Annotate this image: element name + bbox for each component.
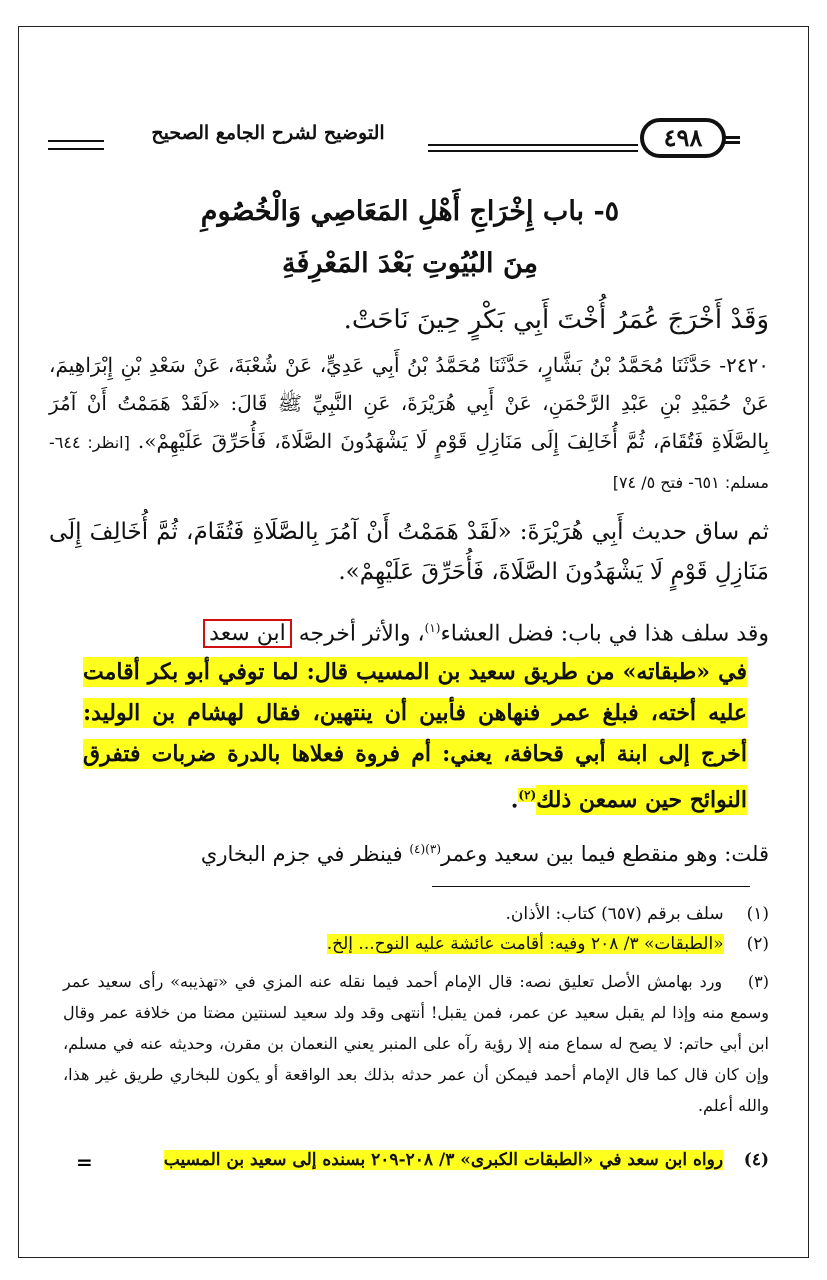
paragraph-athar-intro — [49, 608, 769, 654]
footnote-2-text: «الطبقات» ٣/ ٢٠٨ وفيه: أقامت عائشة عليه النوح... إلخ. — [326, 934, 724, 954]
paragraph-second-narration: ثم ساق حديث أَبِي هُرَيْرَةَ: «لَقَدْ هَمَمْتُ أَنْ آمُرَ بِالصَّلَاةِ فَتُقَامَ، ثُمَّ أُخَالِفَ إِلَى مَنَازِلِ قَوْمٍ لَا يَشْهَدُونَ الصَّلَاةَ، فَأُحَرِّقَ عَلَيْهِمْ». — [49, 519, 769, 585]
page-number: ٤٩٨ — [640, 118, 726, 158]
highlighted-athar-text: في «طبقاته» من طريق سعيد بن المسيب قال: لما توفي أبو بكر أقامت عليه أخته، فبلغ عمر فنهاهن فأبين أن ينتهين، فقال لهشام بن الوليد: أخرج إلى ابنة أبي قحافة، يعني: أم فروة فعلاها بالدرة ضربات فتفرق النوائح حين سمعن ذلك — [83, 659, 747, 814]
qult-text: قلت: وهو منقطع فيما بين سعيد وعمر — [441, 842, 769, 866]
footnote-1 — [63, 900, 769, 928]
footnote-3-text: ورد بهامش الأصل تعليق نصه: قال الإمام أحمد فيما نقله عنه المزي في «تهذيبه» رأى سعيد عمر وسمع منه وإذا لم يقبل سعيد عن عمر، فمن يقبل! أنتهى وقد ولد سعيد لسنتين مضتا من خلافة عمر وقال ابن أبي حاتم: لا يصح له سماع منه إلا رؤية رآه على المنبر يعني النعمان بن مقرن، وحديثه عنه في مسلم، وإن كان قال كما قال الإمام أحمد فيمكن أن عمر حدثه بذلك بعد الواقعة أو يكون للبخاري طريق غير هذا، والله أعلم. — [63, 972, 769, 1115]
hadith-2420 — [49, 346, 769, 502]
continuation-mark: = — [76, 1150, 93, 1174]
qult-end: فينظر في جزم البخاري — [200, 842, 410, 866]
footnote-ref-3-4[interactable]: (٣)(٤) — [409, 842, 442, 856]
footnote-2 — [63, 930, 769, 958]
footnote-1-number: (١) — [746, 904, 769, 924]
footnote-4-text: رواه ابن سعد في «الطبقات الكبرى» ٣/ ٢٠٨-٢٠٩ بسنده إلى سعيد بن المسيب — [163, 1150, 724, 1170]
chapter-quote: وَقَدْ أَخْرَجَ عُمَرُ أُخْتَ أَبِي بَكْرٍ حِينَ نَاحَتْ. — [343, 305, 769, 335]
footnote-ref-2[interactable]: (٢) — [518, 788, 537, 802]
athar-intro-text: وقد سلف هذا في باب: فضل العشاء — [440, 621, 769, 647]
footnote-1-text: سلف برقم (٦٥٧) كتاب: الأذان. — [505, 904, 724, 924]
footnote-4 — [63, 1146, 769, 1174]
header-rule-left — [48, 140, 104, 150]
footnote-3-number: (٣) — [747, 972, 769, 991]
footnote-2-number: (٢) — [746, 934, 769, 954]
footnote-separator — [432, 886, 750, 887]
footnote-4-number: (٤) — [743, 1150, 769, 1170]
paragraph-qult — [49, 830, 769, 873]
running-title: التوضيح لشرح الجامع الصحيح — [151, 122, 385, 144]
highlighted-athar — [83, 652, 747, 821]
footnote-3 — [63, 966, 769, 1121]
header-rule-right — [724, 136, 740, 144]
athar-end-punct: . — [510, 787, 519, 814]
athar-intro-mid: ، والأثر أخرجه — [298, 621, 425, 647]
page-header — [48, 104, 738, 152]
chapter-heading-line2: مِنَ البُيُوتِ بَعْدَ المَعْرِفَةِ — [282, 248, 538, 279]
header-rule-middle — [428, 144, 638, 152]
chapter-heading-line1: ٥- باب إِخْرَاجِ أَهْلِ المَعَاصِي وَالْخُصُومِ — [200, 196, 620, 227]
hadith-reference: [انظر: ٦٤٤- مسلم: ٦٥١- فتح ٥/ ٧٤] — [49, 433, 769, 492]
footnote-ref-1[interactable]: (١) — [424, 621, 441, 635]
hadith-text: ٢٤٢٠- حَدَّثَنَا مُحَمَّدُ بْنُ بَشَّارٍ، حَدَّثَنَا مُحَمَّدُ بْنُ أَبِي عَدِيٍّ، عَنْ شُعْبَةَ، عَنْ سَعْدِ بْنِ إِبْرَاهِيمَ، عَنْ حُمَيْدِ بْنِ عَبْدِ الرَّحْمَنِ، عَنْ أَبِي هُرَيْرَةَ، عَنِ النَّبِيِّ ﷺ قَالَ: «لَقَدْ هَمَمْتُ أَنْ آمُرَ بِالصَّلَاةِ فَتُقَامَ، ثُمَّ أُخَالِفَ إِلَى مَنَازِلِ قَوْمٍ لَا يَشْهَدُونَ الصَّلَاةَ، فَأُحَرِّقَ عَلَيْهِمْ». — [49, 353, 770, 453]
boxed-source-name: ابن سعد — [203, 619, 292, 648]
